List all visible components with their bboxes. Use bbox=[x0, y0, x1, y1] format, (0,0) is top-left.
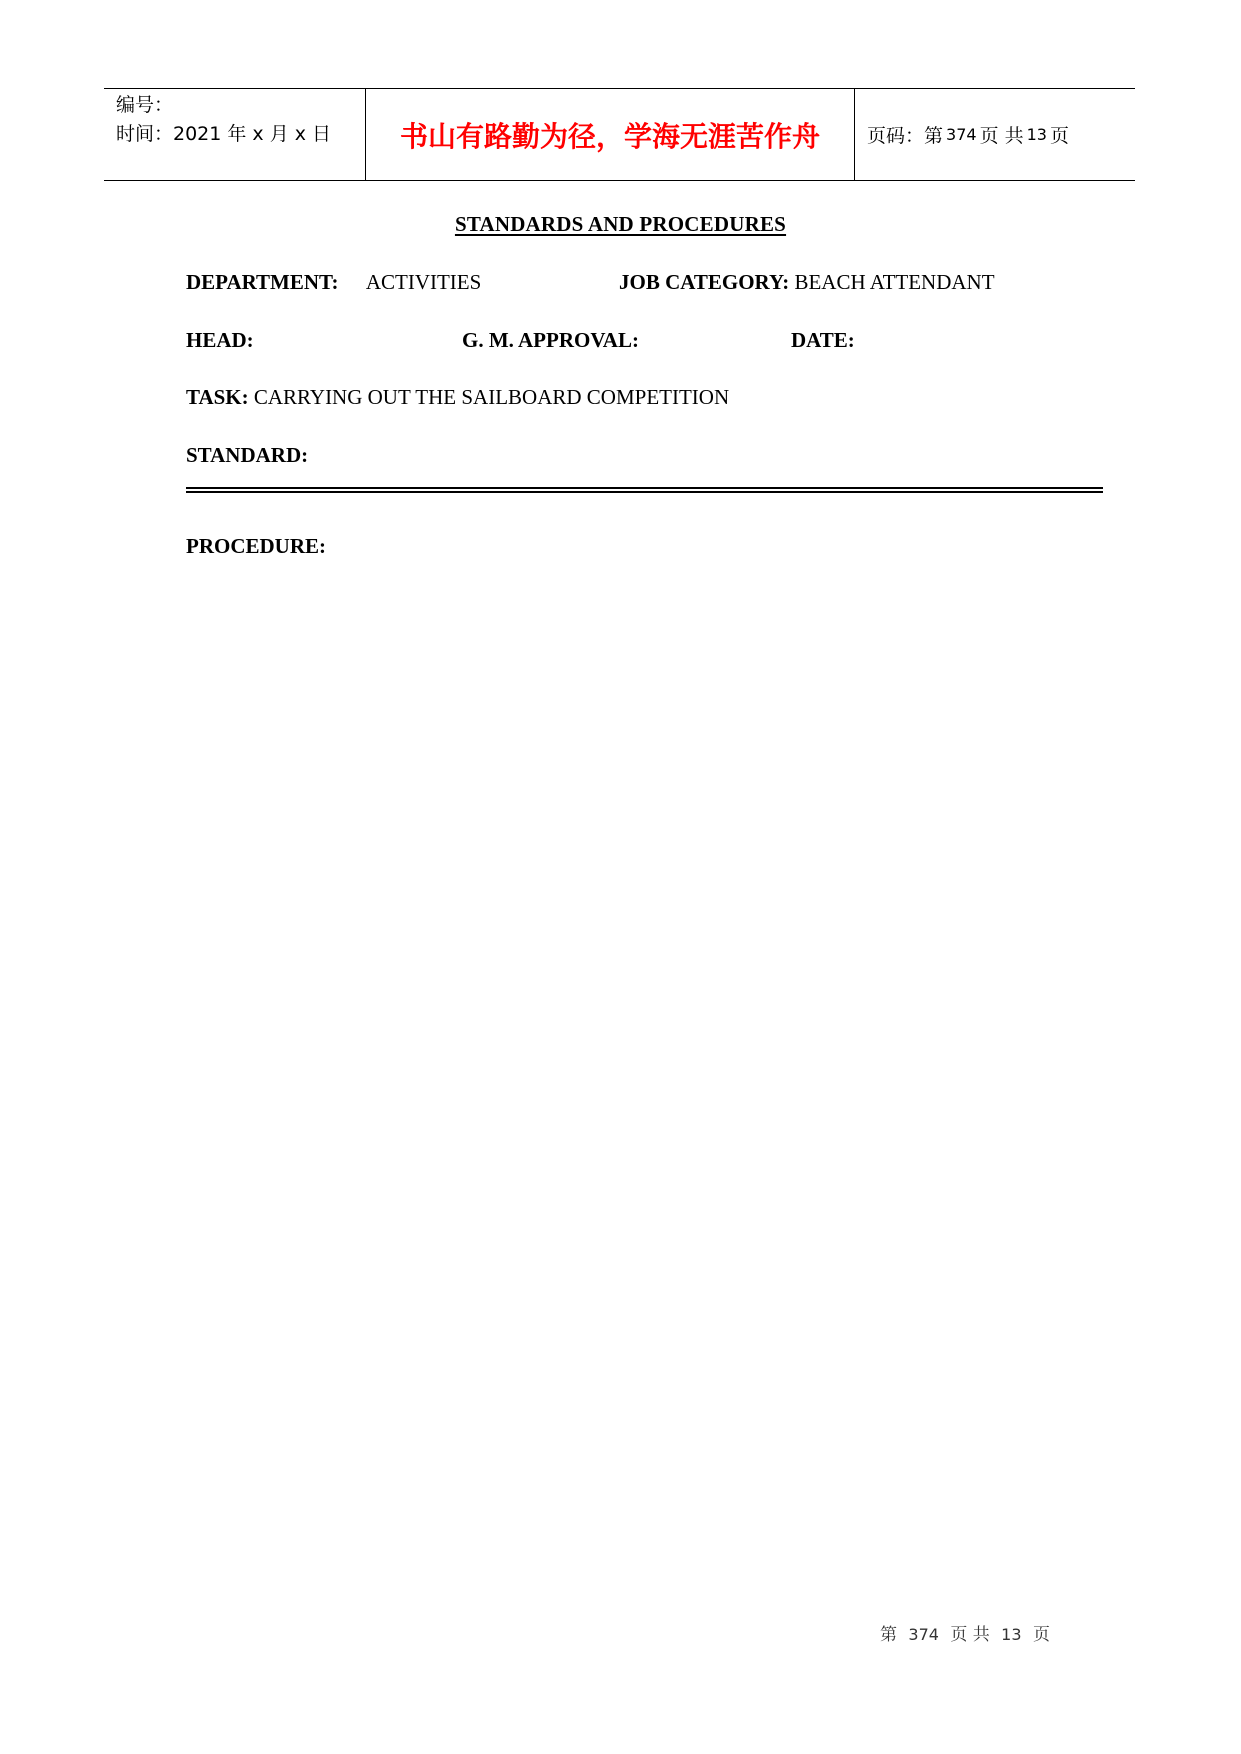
page-mid: 页 共 bbox=[979, 125, 1024, 147]
job-category-value: BEACH ATTENDANT bbox=[794, 270, 995, 294]
job-category-label: JOB CATEGORY: bbox=[619, 270, 790, 294]
header-page-cell bbox=[855, 89, 1135, 180]
standard-label: STANDARD: bbox=[186, 443, 309, 467]
header-motto-cell bbox=[366, 89, 855, 180]
serial-number-label: 编号： bbox=[116, 94, 174, 116]
footer-prefix: 第 bbox=[880, 1625, 897, 1645]
job-category-row bbox=[619, 270, 995, 295]
section-divider bbox=[186, 487, 1103, 493]
page-total: 13 bbox=[1026, 125, 1047, 144]
footer-suffix: 页 bbox=[1032, 1625, 1050, 1645]
motto-text: 书山有路勤为径，学海无涯苦作舟 bbox=[399, 119, 820, 153]
head-label: HEAD: bbox=[186, 328, 254, 352]
department-row bbox=[186, 270, 481, 295]
time-label: 时间：2021 年 x 月 x 日 bbox=[116, 123, 332, 145]
gm-approval-label: G. M. APPROVAL: bbox=[462, 328, 639, 352]
task-label: TASK: bbox=[186, 385, 249, 409]
department-value: ACTIVITIES bbox=[365, 270, 482, 294]
page-current: 374 bbox=[946, 125, 977, 144]
task-value: CARRYING OUT THE SAILBOARD COMPETITION bbox=[253, 385, 730, 409]
footer-total: 13 bbox=[1001, 1625, 1022, 1644]
document-title: STANDARDS AND PROCEDURES bbox=[454, 212, 787, 236]
footer-page-number bbox=[880, 1620, 1050, 1645]
task-row bbox=[186, 385, 729, 410]
procedure-label: PROCEDURE: bbox=[186, 534, 326, 558]
header-meta-cell bbox=[104, 89, 366, 180]
page-suffix: 页 bbox=[1049, 125, 1069, 147]
date-label: DATE: bbox=[791, 328, 855, 352]
page-header bbox=[104, 88, 1135, 181]
page-prefix: 页码：第 bbox=[867, 125, 944, 147]
footer-mid: 页 共 bbox=[950, 1625, 990, 1645]
footer-current: 374 bbox=[908, 1625, 939, 1644]
department-label: DEPARTMENT: bbox=[186, 270, 339, 294]
